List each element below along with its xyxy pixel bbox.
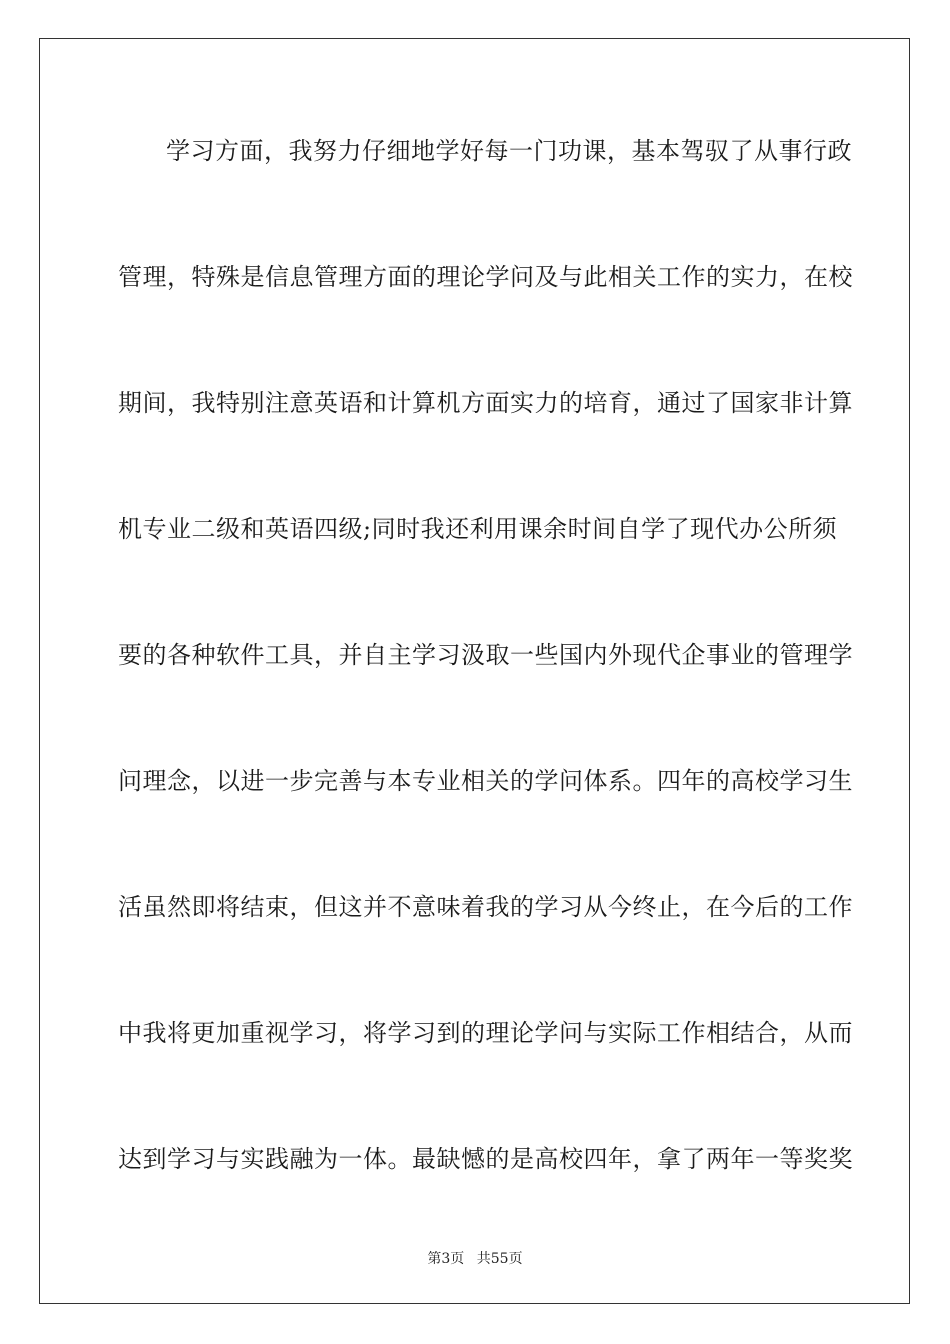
document-body [118, 123, 853, 1257]
paragraph-line-4: 机专业二级和英语四级;同时我还利用课余时间自学了现代办公所须 [118, 515, 838, 543]
paragraph-line-1: 学习方面，我努力仔细地学好每一门功课，基本驾驭了从事行政 [166, 137, 852, 165]
paragraph-line-8: 中我将更加重视学习，将学习到的理论学问与实际工作相结合，从而 [118, 1019, 853, 1047]
page-total: 共55页 [476, 1251, 523, 1267]
paragraph-line-7: 活虽然即将结束，但这并不意味着我的学习从今终止，在今后的工作 [118, 893, 853, 921]
paragraph-line-5: 要的各种软件工具，并自主学习汲取一些国内外现代企事业的管理学 [118, 641, 853, 669]
paragraph-line-3: 期间，我特别注意英语和计算机方面实力的培育，通过了国家非计算 [118, 389, 853, 417]
paragraph-line-2: 管理，特殊是信息管理方面的理论学问及与此相关工作的实力，在校 [118, 263, 853, 291]
paragraph-line-9: 达到学习与实践融为一体。最缺憾的是高校四年，拿了两年一等奖奖 [118, 1145, 853, 1173]
page-footer [0, 1248, 950, 1268]
page-number: 第3页 [427, 1251, 465, 1267]
paragraph-line-6: 问理念，以进一步完善与本专业相关的学问体系。四年的高校学习生 [118, 767, 853, 795]
